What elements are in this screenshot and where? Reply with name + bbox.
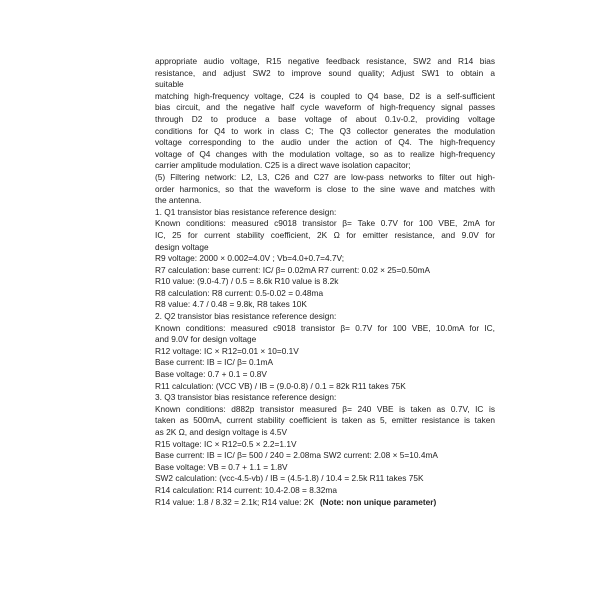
text-line-last <box>155 497 495 509</box>
text-line: R8 calculation: R8 current: 0.5-0.02 = 0.48ma <box>155 287 324 298</box>
text-line: resistance, and adjust SW2 to improve sound quality; Adjust SW1 to obtain a <box>155 67 495 78</box>
text-line: and 9.0V for design voltage <box>155 334 257 345</box>
text-line: voltage corresponding to the audio under the action of Q4. The high-frequency <box>155 137 495 148</box>
text-line: (5) Filtering network: L2, L3, C26 and C27 are low-pass networks to filter out high- <box>155 171 495 182</box>
text-line: order harmonics, so that the waveform is close to the sine wave and matches with <box>155 183 495 194</box>
text-line: design voltage <box>155 241 209 252</box>
text-line: Base current: IB = IC/ β= 0.1mA <box>155 357 274 368</box>
text-line: suitable <box>155 79 184 90</box>
text-line: the antenna. <box>155 195 202 206</box>
document-text <box>155 56 495 508</box>
text-line: R15 voltage: IC × R12=0.5 × 2.2=1.1V <box>155 438 297 449</box>
text-line: Base voltage: 0.7 + 0.1 = 0.8V <box>155 369 267 380</box>
text-line: Known conditions: measured c9018 transistor β= 0.7V for 100 VBE, 10.0mA for IC, <box>155 322 495 333</box>
text-line: R12 voltage: IC × R12=0.01 × 10=0.1V <box>155 345 299 356</box>
section-heading: 2. Q2 transistor bias resistance reference design: <box>155 311 337 322</box>
text-line: R11 calculation: (VCC VB) / IB = (9.0-0.8) / 0.1 = 82k R11 takes 75K <box>155 380 406 391</box>
text-line: R10 value: (9.0-4.7) / 0.5 = 8.6k R10 value is 8.2k <box>155 276 339 287</box>
text-line: R8 value: 4.7 / 0.48 = 9.8k, R8 takes 10K <box>155 299 307 310</box>
text-line: Known conditions: measured c9018 transistor β= Take 0.7V for 100 VBE, 2mA for <box>155 218 495 229</box>
text-line: carrier amplitude modulation. C25 is a direct wave isolation capacitor; <box>155 160 411 171</box>
text-line: SW2 calculation: (vcc-4.5-vb) / IB = (4.5-1.8) / 10.4 = 2.5k R11 takes 75K <box>155 473 424 484</box>
note-text: (Note: non unique parameter) <box>319 496 437 507</box>
text-line: R9 voltage: 2000 × 0.002=4.0V ; Vb=4.0+0.7=4.7V; <box>155 253 345 264</box>
text-line: appropriate audio voltage, R15 negative feedback resistance, SW2 and R14 bias <box>155 56 495 66</box>
text-line: R14 calculation: R14 current: 10.4-2.08 = 8.32ma <box>155 484 337 495</box>
r14-value-text: R14 value: 1.8 / 8.32 = 2.1k; R14 value: 2K <box>155 496 314 507</box>
text-line: matching high-frequency voltage, C24 is coupled to Q4 base, D2 is a self-sufficient <box>155 90 495 101</box>
text-line: conditions for Q4 to work in class C; The Q3 collector generates the modulation <box>155 125 495 136</box>
text-line: IC, 25 for current stability coefficient, 2K Ω for emitter resistance, and 9.0V for <box>155 229 495 240</box>
text-line: R7 calculation: base current: IC/ β= 0.02mA R7 current: 0.02 × 25=0.50mA <box>155 264 431 275</box>
section-heading: 3. Q3 transistor bias resistance reference design: <box>155 392 337 403</box>
text-line: as 2K Ω, and design voltage is 4.5V <box>155 427 288 437</box>
text-line: through D2 to produce a base voltage of about 0.1v-0.2, providing voltage <box>155 113 495 124</box>
text-line: taken as 500mA, current stability coefficient is taken as 5, emitter resistance is taken <box>155 415 495 426</box>
text-line: Known conditions: d882p transistor measured β= 240 VBE is taken as 0.7V, IC is <box>155 403 495 414</box>
text-line: Base current: IB = IC/ β= 500 / 240 = 2.08ma SW2 current: 2.08 × 5=10.4mA <box>155 450 438 461</box>
section-heading: 1. Q1 transistor bias resistance reference design: <box>155 206 337 217</box>
text-line: bias circuit, and the negative half cycle waveform of high-frequency signal passes <box>155 102 495 113</box>
text-line: voltage of Q4 changes with the modulation voltage, so as to realize high-frequency <box>155 148 495 159</box>
text-line: Base voltage: VB = 0.7 + 1.1 = 1.8V <box>155 461 288 472</box>
